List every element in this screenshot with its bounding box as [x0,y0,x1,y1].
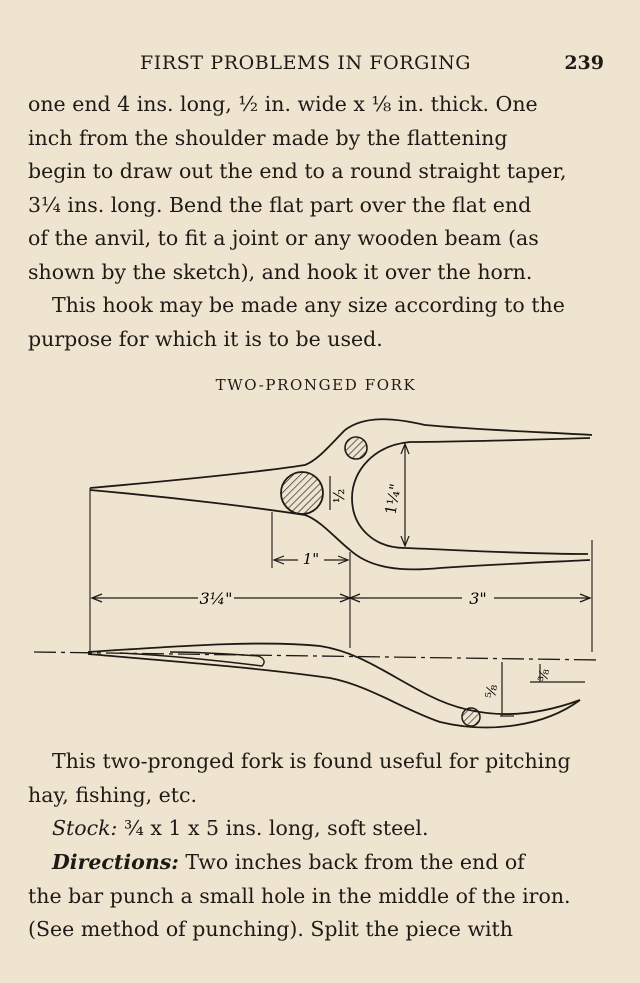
running-head [0,52,640,76]
punched-hole-side [462,708,480,726]
dim-three-label: 3" [469,589,487,608]
paragraph-fork-use [28,745,606,812]
paragraph-hook-size [28,289,606,356]
text-line: This hook may be made any size according to the [52,293,565,317]
dim-lengths [92,594,590,602]
dim-three-quarter-label: 3¼" [199,589,233,608]
paragraph-stock [28,812,606,846]
dim-half-label: ½ [330,488,348,504]
stock-text: ¾ x 1 x 5 ins. long, soft steel. [117,816,429,840]
text-line: 3¼ ins. long. Bend the flat part over the flat end [28,192,532,217]
paragraph-hook-steps [28,88,606,289]
text-line: shown by the sketch), and hook it over the horn. [28,259,533,284]
text-line: Two inches back from the end of [178,850,525,874]
text-line: hay, fishing, etc. [28,782,197,807]
text-line: inch from the shoulder made by the flattening [28,125,508,150]
page-number: 239 [564,52,604,74]
text-line: This two-pronged fork is found useful for pitching [52,749,571,773]
text-line: of the anvil, to fit a joint or any wooden beam (as [28,226,539,250]
fork-upper-prong [345,419,592,435]
dim-three-eighths-label: ⅜ [536,667,554,683]
text-line: (See method of punching). Split the piece with [28,917,513,941]
text-line: the bar punch a small hole in the middle of the iron. [28,883,571,908]
text-line: purpose for which it is to be used. [28,326,383,351]
extension-lines [90,488,592,655]
dim-one-inch-label: 1" [302,550,320,568]
stock-label: Stock: [52,816,118,840]
paragraph-directions [28,846,606,947]
text-line: begin to draw out the end to a round straight taper, [28,159,567,183]
fork-drawing [0,400,640,740]
dim-one-quarter-label: 1¼" [381,482,405,516]
text-line: one end 4 ins. long, ½ in. wide x ⅛ in. thick. One [28,92,538,116]
bar-cross-section [281,472,323,514]
punched-hole-top [345,437,367,459]
directions-label: Directions: [52,850,179,874]
figure-caption: TWO-PRONGED FORK [215,376,417,394]
dim-five-eighths-label: ⅝ [483,683,502,700]
running-title: FIRST PROBLEMS IN FORGING [140,52,472,74]
